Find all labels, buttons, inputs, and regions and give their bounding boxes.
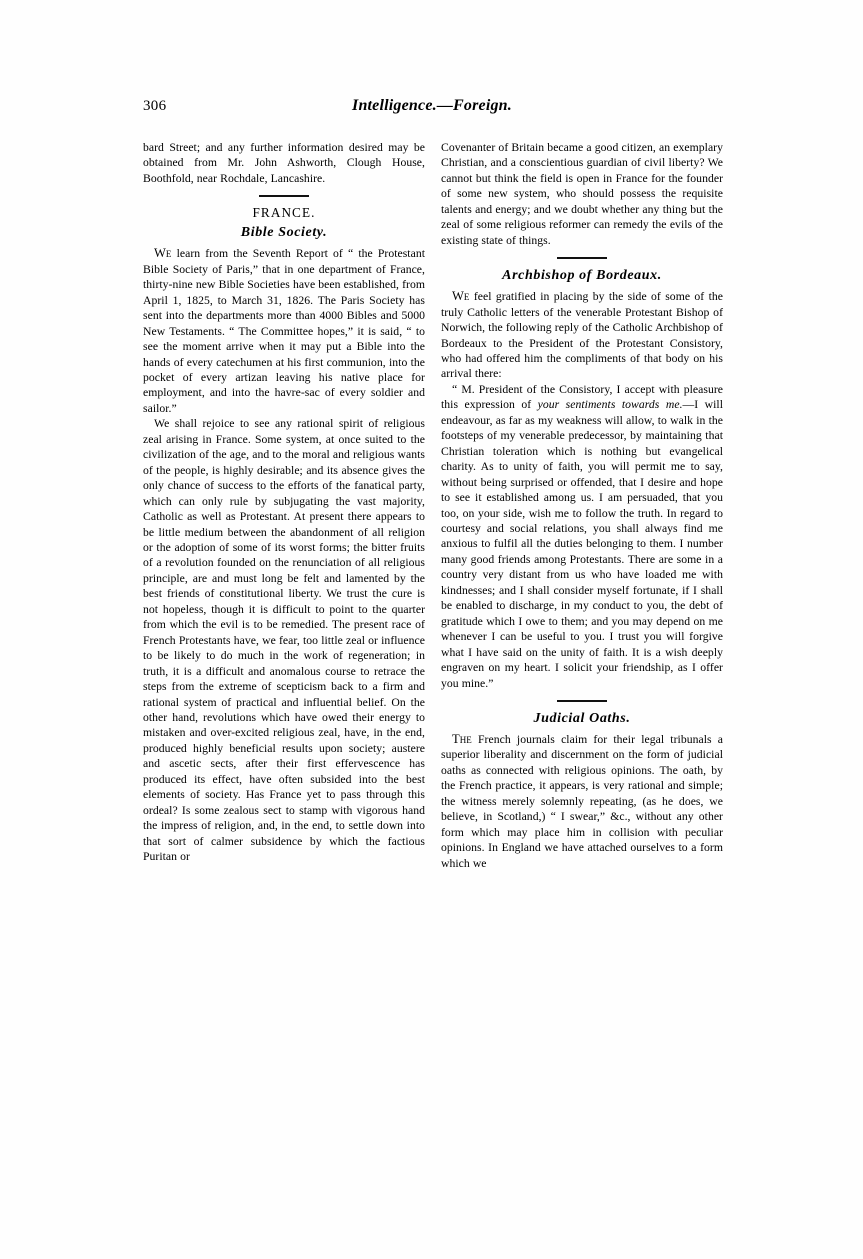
paragraph-continued: bard Street; and any further information desired may be obtained from Mr. John Ashworth, Clough House, Boothfold, near Rochdale, Lancashire. — [143, 141, 425, 185]
running-head-title: Intelligence.—Foreign. — [352, 97, 512, 114]
section-divider-rule — [557, 700, 607, 702]
paragraph-text: feel gratified in placing by the side of some of the truly Catholic letters of the venerable Protestant Bishop of Norwich, the following reply of the Catholic Archbishop of Bordeaux to the President of the Protestant Consistory, who had offered him the compliments of that body on his arrival there: — [441, 290, 723, 381]
paragraph-bible-society-2: We shall rejoice to see any rational spirit of religious zeal arising in France. Some system, at once suited to the civilization of the age, and to the moral and religious wants of the people, is highly desirable; and its absence gives the only chance of success to the efforts of the fanatical party, which can only rule by subjugating the vast majority, Catholic as well as Protestant. At present there appears to be little medium between the abandonment of all religion or the adoption of some of its worst forms; the bitter fruits of a revolution founded on the renunciation of all religious principle, are and must long be felt and lamented by the best friends of constitutional liberty. We trust the cure is not hopeless, though it is difficult to point to the quarter from which the evil is to be remedied. The present race of French Protestants have, we fear, too little zeal or influence to be likely to do much in the work of regeneration; in truth, it is a difficult and anomalous course to retrace the steps from the extreme of scepticism back to a firm and rational system of practical and influential belief. On the other hand, revolutions which have owed their energy to mistaken and over-excited religious zeal, have, in the end, produced highly beneficial results upon society; austere and ascetic sects, after their first effervescence has produced its effect, have often subsided into the best elements of society. Has France yet to pass through this ordeal? Is some zealous sect to stamp with vigorous hand the impress of religion, and, in the end, to settle down into that sort of calmer subsidence by which the factious Puritan or — [143, 417, 425, 864]
page-number: 306 — [143, 98, 167, 114]
paragraph-leadin: We — [452, 289, 470, 304]
paragraph-judicial-oaths — [441, 732, 723, 871]
right-column — [441, 140, 723, 871]
quote-text-part-2: —I will endeavour, as far as my weakness will allow, to walk in the footsteps of my venerable predecessor, by maintaining that Christian toleration which is nothing but evangelical charity. As to unity of faith, you will permit me to say, without being surprised or offended, that I desire and hope to see it established among us. I am persuaded, that you too, on your side, wish me to follow the truth. In regard to courtesy and social relations, you shall always find me anxious to fulfil all the duties belonging to them. I number many good friends among Protestants. There are some in a country very distant from us who have loaded me with kindnesses; and I shall consider myself fortunate, if I shall be enabled to discharge, in my conduct to you, the debt of gratitude which I owe to them; and you may depend on me whenever I can be useful to you. I trust you will forgive what I have said on the unity of faith. It is a wish deeply engraven on my heart. I solicit your friendship, as I offer you mine.” — [441, 398, 723, 690]
section-divider-rule — [557, 257, 607, 259]
paragraph-leadin: The — [452, 731, 472, 746]
paragraph-text: learn from the Seventh Report of “ the Protestant Bible Society of Paris,” that in one department of France, thirty-nine new Bible Societies have been established, from April 1, 1825, to March 31, 1826. The Paris Society has sent into the departments more than 4000 Bibles and 5000 New Testaments. “ The Committee hopes,” it is said, “ to see the moment arrive when it may put a Bible into the hands of every catechumen at his first communion, into the pocket of every artizan leaving his native place for employment, and into the havre-sac of every soldier and sailor.” — [143, 247, 425, 415]
paragraph-text: French journals claim for their legal tribunals a superior liberality and discernment on the form of judicial oaths as connected with religious opinions. The oath, by the French practice, it appears, is very rational and simple; the witness merely solemnly repeating, (as he does, we believe, in Scotland,) “ I swear,” &c., without any other form which may place him in collision with peculiar opinions. In England we have attached ourselves to a form which we — [441, 732, 723, 870]
section-heading-bible-society: Bible Society. — [240, 225, 328, 241]
paragraph-continued: Covenanter of Britain became a good citizen, an exemplary Christian, and a conscientious guardian of civil liberty? We cannot but think the field is open in France for the founder of some new system, who should possess the requisite talents and energy; and we doubt whether any thing but the zeal of some religious reformer can remedy the evils of the existing state of things. — [441, 141, 723, 247]
paragraph-archbishop-1 — [441, 289, 723, 382]
quote-text-part-1: “ M. President of the Consistory, I accept with pleasure this expression of — [441, 382, 723, 412]
section-heading-judicial-oaths: Judicial Oaths. — [533, 710, 631, 726]
running-head — [143, 96, 721, 118]
paragraph-archbishop-quote — [441, 382, 723, 691]
quote-emphasis: your sentiments towards me. — [537, 398, 683, 412]
left-column — [143, 140, 425, 864]
section-divider-rule — [259, 195, 309, 197]
paragraph-leadin: We — [154, 246, 172, 261]
country-heading: FRANCE. — [252, 205, 316, 221]
section-heading-archbishop-of-bordeaux: Archbishop of Bordeaux. — [502, 268, 662, 284]
paragraph-bible-society-1 — [143, 246, 425, 416]
